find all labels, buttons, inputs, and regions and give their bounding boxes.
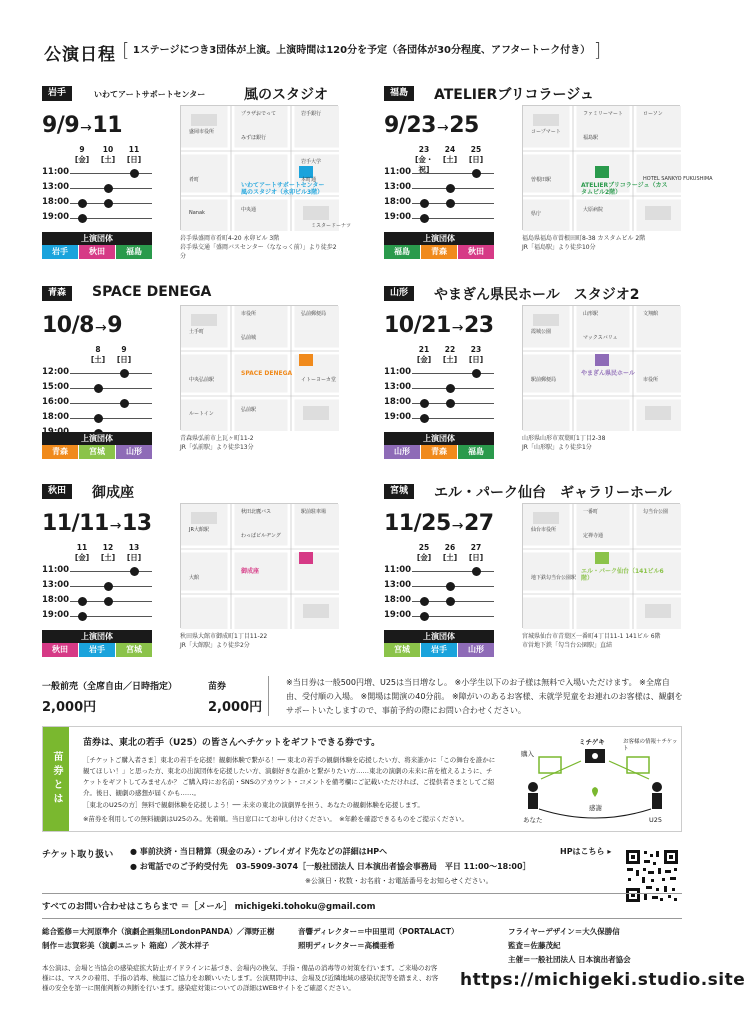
time-row: 12:00 bbox=[42, 367, 152, 382]
troupe-badge: 岩手 bbox=[421, 643, 457, 657]
time-row: 13:00 bbox=[384, 580, 494, 595]
prefecture-badge: 秋田 bbox=[42, 484, 72, 499]
map-label: コープマート bbox=[531, 129, 561, 135]
map-label: 土手町 bbox=[189, 329, 205, 335]
day-column: 13 [日] bbox=[126, 543, 142, 562]
time-row: 18:00 bbox=[384, 397, 494, 412]
prefecture-badge: 宮城 bbox=[384, 484, 414, 499]
credits-col3 bbox=[508, 925, 631, 967]
credit-line: フライヤーデザイン＝大久保勝信 bbox=[508, 927, 620, 936]
map-label: HOTEL SANKYO FUKUSHIMA bbox=[643, 176, 713, 182]
map-label: 大原病院 bbox=[583, 207, 604, 213]
qr-code[interactable] bbox=[624, 848, 680, 904]
diagram-info: お客様の情報＋チケット bbox=[623, 739, 678, 752]
venue-block bbox=[384, 86, 713, 276]
map-label: ミスタードーナツ bbox=[311, 223, 351, 229]
troupe-badge: 福島 bbox=[384, 245, 420, 259]
divider bbox=[268, 676, 269, 716]
date-range: 9/23→25 bbox=[384, 113, 479, 138]
map-label: 勾当台公園 bbox=[643, 509, 669, 515]
time-row: 18:00 bbox=[42, 412, 152, 427]
performance-dot bbox=[78, 612, 87, 621]
performance-dot bbox=[420, 612, 429, 621]
credit-line: 主催＝一般社団法人 日本演出者協会 bbox=[508, 955, 631, 964]
separator bbox=[42, 893, 682, 894]
venue-name: エル・パーク仙台 ギャラリーホール bbox=[434, 485, 672, 501]
time-row: 11:00 bbox=[384, 167, 494, 182]
credits-col2 bbox=[298, 925, 458, 953]
performance-dot bbox=[446, 384, 455, 393]
map-venue-label: エル・パーク仙台（141ビル6階） bbox=[581, 568, 664, 582]
credit-line: 音響ディレクター＝中田里司（PORTALACT） bbox=[298, 927, 459, 936]
map-label: 一番町 bbox=[583, 509, 599, 515]
time-row: 19:00 bbox=[42, 212, 152, 227]
map-label: 山形駅 bbox=[583, 311, 599, 317]
venue-map bbox=[180, 105, 351, 230]
prefecture-badge: 岩手 bbox=[42, 86, 72, 101]
diagram-u25: U25 bbox=[649, 816, 663, 824]
map-label: 市役所 bbox=[643, 377, 659, 383]
day-column: 27 [日] bbox=[468, 543, 484, 562]
performance-dot bbox=[78, 214, 87, 223]
credits-col1 bbox=[42, 925, 275, 953]
troupe-badge: 福島 bbox=[116, 245, 152, 259]
contact bbox=[42, 900, 375, 912]
day-column: 24 [土] bbox=[442, 145, 458, 164]
map-label: 岩手銀行 bbox=[301, 111, 322, 117]
gift-p2: ［東北のU25の方］無料で観劇体験を応援しよう！── 未来の東北の演劇界を担う、あなたの観劇体験を応援します。 bbox=[83, 801, 424, 809]
time-row: 13:00 bbox=[42, 580, 152, 595]
troupe-heading: 上演団体 bbox=[384, 232, 494, 245]
venue-name: 風のスタジオ bbox=[244, 87, 328, 103]
troupe-badge: 宮城 bbox=[79, 445, 115, 459]
map-label: 文翔館 bbox=[643, 311, 659, 317]
contact-email[interactable]: michigeki.tohoku@gmail.com bbox=[234, 902, 376, 912]
map-label: JR大館駅 bbox=[189, 527, 209, 533]
performance-dot bbox=[78, 199, 87, 208]
map-label: 定禅寺通 bbox=[583, 533, 604, 539]
venue-map bbox=[180, 305, 338, 430]
performance-dot bbox=[446, 199, 455, 208]
seed-price: 2,000円 bbox=[208, 700, 263, 715]
website-url[interactable]: https://michigeki.studio.site bbox=[460, 970, 745, 990]
gift-headline: 苗券は、東北の若手（U25）の皆さんへチケットをギフトできる券です。 bbox=[83, 738, 381, 748]
advance-ticket bbox=[42, 679, 177, 715]
hp-link[interactable]: HPはこちら ▸ bbox=[560, 847, 612, 856]
performance-dot bbox=[120, 369, 129, 378]
troupe-badge: 青森 bbox=[421, 245, 457, 259]
performance-dot bbox=[472, 567, 481, 576]
day-column: 8 [土] bbox=[90, 345, 106, 364]
troupe-heading: 上演団体 bbox=[42, 232, 152, 245]
map-label: 弘前城 bbox=[241, 335, 257, 341]
map-label: 大館 bbox=[189, 575, 200, 581]
day-column: 26 [土] bbox=[442, 543, 458, 562]
venue-name: やまぎん県民ホール スタジオ2 bbox=[434, 287, 640, 303]
gift-side-label: 苗券とは bbox=[43, 727, 69, 831]
time-row: 11:00 bbox=[384, 367, 494, 382]
prefecture-badge: 青森 bbox=[42, 286, 72, 301]
venue-map bbox=[522, 305, 680, 430]
troupe-badge: 岩手 bbox=[42, 245, 78, 259]
performance-dot bbox=[104, 199, 113, 208]
venue-address: 宮城県仙台市青葉区一番町4丁目11-1 141ビル 6階 市営地下鉄「勾当台公園駅」直結 bbox=[522, 633, 661, 649]
time-row: 15:00 bbox=[42, 382, 152, 397]
day-column: 23 [日] bbox=[468, 345, 484, 364]
performance-dot bbox=[472, 169, 481, 178]
performance-dot bbox=[130, 567, 139, 576]
map-label: 秋田北鷹バス bbox=[241, 509, 272, 515]
day-column: 22 [土] bbox=[442, 345, 458, 364]
venue-subtitle: いわてアートサポートセンター bbox=[94, 90, 206, 99]
ticket-sales-label: チケット取り扱い bbox=[42, 850, 114, 860]
venue-block bbox=[384, 484, 679, 674]
time-row: 19:00 bbox=[384, 212, 494, 227]
contact-label: すべてのお問い合わせはこちらまで ＝［メール］ bbox=[42, 902, 232, 912]
troupe-badge: 山形 bbox=[116, 445, 152, 459]
map-label: 中央弘前駅 bbox=[189, 377, 215, 383]
venue-map bbox=[522, 503, 680, 628]
map-label: ファミリーマート bbox=[583, 111, 623, 117]
time-row: 18:00 bbox=[42, 595, 152, 610]
time-row: 11:00 bbox=[42, 565, 152, 580]
performance-dot bbox=[120, 399, 129, 408]
performance-dot bbox=[104, 582, 113, 591]
map-label: みずほ銀行 bbox=[241, 135, 267, 141]
map-label: 福島駅 bbox=[583, 135, 599, 141]
performance-dot bbox=[446, 184, 455, 193]
venue-block bbox=[42, 86, 351, 276]
troupe-badge: 宮城 bbox=[116, 643, 152, 657]
performance-dot bbox=[78, 597, 87, 606]
time-row: 19:00 bbox=[384, 412, 494, 427]
performance-dot bbox=[94, 414, 103, 423]
venue-address: 福島県福島市曽根田町8-38 カスタムビル 2階 JR「福島駅」より徒歩10分 bbox=[522, 235, 646, 251]
day-column: 11 [日] bbox=[126, 145, 142, 164]
venue-map bbox=[522, 105, 713, 230]
map-venue-label: やまぎん県民ホール bbox=[581, 370, 635, 377]
diagram-thanks: 感謝 bbox=[589, 804, 602, 812]
map-label: 肴町 bbox=[189, 177, 200, 183]
map-label: 弘前郵便局 bbox=[301, 311, 327, 317]
time-row: 19:00 bbox=[42, 610, 152, 625]
venue-address: 山形県山形市双葉町1丁目2-38 JR「山形駅」より徒歩1分 bbox=[522, 435, 606, 451]
credit-line: 制作＝志賀彩美（演劇ユニット 箱庭）／茨木祥子 bbox=[42, 941, 210, 950]
prefecture-badge: 福島 bbox=[384, 86, 414, 101]
venue-name: 御成座 bbox=[92, 485, 134, 501]
advance-price: 2,000円 bbox=[42, 700, 97, 715]
troupe-badge: 青森 bbox=[421, 445, 457, 459]
time-row: 16:00 bbox=[42, 397, 152, 412]
troupe-heading: 上演団体 bbox=[384, 630, 494, 643]
map-venue-label: 御成座 bbox=[241, 568, 260, 575]
day-column: 12 [土] bbox=[100, 543, 116, 562]
map-venue-label: いわてアートサポートセンター 風のスタジオ（永卯ビル3階） bbox=[241, 182, 325, 196]
credit-line: 総合監修＝大河原準介（演劇企画集団LondonPANDA）／澤野正樹 bbox=[42, 927, 275, 936]
prefecture-badge: 山形 bbox=[384, 286, 414, 301]
performance-dot bbox=[420, 199, 429, 208]
day-column: 9 [日] bbox=[116, 345, 132, 364]
gift-section bbox=[42, 726, 682, 832]
time-row: 13:00 bbox=[384, 382, 494, 397]
date-range: 9/9→11 bbox=[42, 113, 123, 138]
troupe-heading: 上演団体 bbox=[42, 432, 152, 445]
map-label: 市役所 bbox=[241, 311, 257, 317]
day-column: 11 [金] bbox=[74, 543, 90, 562]
troupe-badge: 秋田 bbox=[458, 245, 494, 259]
venue-address: 秋田県大館市御成町1丁目11-22 JR「大館駅」より徒歩2分 bbox=[180, 633, 268, 649]
troupe-badge: 岩手 bbox=[79, 643, 115, 657]
gift-p3: ※苗券を利用しての無料観劇はU25のみ。先着順。当日窓口にてお申し付けください。 ※年齢を確認できるものをご提示ください。 bbox=[83, 815, 469, 823]
performance-dot bbox=[446, 597, 455, 606]
map-venue-label: ATELIERブリコラージュ（カスタムビル2階） bbox=[581, 182, 668, 196]
map-label: 盛岡市役所 bbox=[189, 129, 215, 135]
seed-ticket bbox=[208, 679, 262, 715]
map-label: 弘前駅 bbox=[241, 407, 257, 413]
map-label: 駅前駐車場 bbox=[301, 509, 327, 515]
performance-dot bbox=[446, 399, 455, 408]
day-column: 21 [金] bbox=[416, 345, 432, 364]
performance-dot bbox=[446, 582, 455, 591]
venue-block bbox=[384, 286, 679, 476]
time-row: 18:00 bbox=[42, 197, 152, 212]
performance-dot bbox=[472, 369, 481, 378]
venue-block bbox=[42, 484, 337, 674]
venue-name: SPACE DENEGA bbox=[92, 284, 212, 300]
credit-line: 監査＝佐藤茂紀 bbox=[508, 941, 561, 950]
time-row: 13:00 bbox=[42, 182, 152, 197]
map-label: プラザおでって bbox=[241, 111, 276, 117]
day-column: 25 [日] bbox=[468, 145, 484, 164]
venue-address: 青森県弘前市上瓦ヶ町11-2 JR「弘前駅」より徒歩13分 bbox=[180, 435, 254, 451]
venue-block bbox=[42, 286, 337, 476]
date-range: 10/8→9 bbox=[42, 313, 123, 338]
map-label: イトーヨーカ堂 bbox=[301, 377, 336, 383]
advance-label: 一般前売（全席自由／日時指定） bbox=[42, 682, 178, 692]
time-row: 19:00 bbox=[384, 610, 494, 625]
time-row: 11:00 bbox=[384, 565, 494, 580]
performance-dot bbox=[420, 214, 429, 223]
venue-address: 岩手県盛岡市肴町4-20 永卯ビル 3階 岩手県交通「盛岡バスセンター（ななっく前）」より徒歩2分 bbox=[180, 235, 337, 260]
gift-diagram bbox=[511, 735, 679, 831]
time-row: 11:00 bbox=[42, 167, 152, 182]
map-label: わっぱビルヂング bbox=[241, 533, 281, 539]
map-label: 中央通 bbox=[241, 207, 257, 213]
troupe-badge: 青森 bbox=[42, 445, 78, 459]
map-label: 岩手大学 bbox=[301, 159, 322, 165]
diagram-you: あなた bbox=[523, 816, 543, 824]
troupe-badge: 宮城 bbox=[384, 643, 420, 657]
performance-dot bbox=[420, 414, 429, 423]
performance-dot bbox=[130, 169, 139, 178]
time-row: 18:00 bbox=[384, 595, 494, 610]
map-label: 地下鉄勾当台公園駅 bbox=[531, 575, 577, 581]
troupe-badge: 秋田 bbox=[79, 245, 115, 259]
map-label: ルートイン bbox=[189, 411, 214, 417]
venue-map bbox=[180, 503, 338, 628]
ticket-sales-line1: ● 事前決済・当日精算（現金のみ）・プレイガイド先などの詳細はHPへ bbox=[130, 847, 388, 856]
day-column: 10 [土] bbox=[100, 145, 116, 164]
performance-dot bbox=[420, 399, 429, 408]
map-label: Nanak bbox=[189, 210, 205, 216]
performance-dot bbox=[420, 597, 429, 606]
day-column: 25 [金] bbox=[416, 543, 432, 562]
map-label: 仙台市役所 bbox=[531, 527, 557, 533]
ticket-notes: ※当日券は一般500円増、U25は当日増なし。 ※小学生以下のお子様は無料で入場いただけます。 ※全席自由、受付順の入場。 ※開場は開演の40分前。 ※障がいのあるお客様、未就学児童をお連れのお客様は、観劇をサポートいたしますので、事前予約の際にお問い合わせください。 bbox=[286, 678, 683, 715]
performance-dot bbox=[104, 184, 113, 193]
map-label: 駅前郵便局 bbox=[531, 377, 557, 383]
map-label: マックスバリュ bbox=[583, 335, 618, 341]
time-row: 18:00 bbox=[384, 197, 494, 212]
covid-notice: 本公演は、会場と当協会の感染症拡大防止ガイドラインに基づき、会場内の換気、手指・備品の消毒等の対策を行います。ご来場のお客様には、マスクの着用、手指の消毒、検温にご協力をお願いいたします。公演期間中は、会場及び近隣地域の感染状況等を踏まえ、お客様の安全を第一に開催判断の判断を行います。感染症対策についての詳細はWEBサイトをご確認ください。 bbox=[42, 964, 439, 992]
map-label: 曽根田駅 bbox=[531, 177, 552, 183]
map-label: 県庁 bbox=[531, 211, 542, 217]
venue-name: ATELIERブリコラージュ bbox=[434, 87, 594, 103]
ticket-sales-line3: ※公演日・枚数・お名前・お電話番号をお知らせください。 bbox=[305, 877, 493, 885]
page-title: 公演日程 bbox=[44, 45, 116, 65]
troupe-badge: 秋田 bbox=[42, 643, 78, 657]
diagram-buy: 購入 bbox=[521, 750, 534, 758]
credit-line: 照明ディレクター＝高橋亜希 bbox=[298, 941, 395, 950]
troupe-badge: 山形 bbox=[384, 445, 420, 459]
schedule-note: [ 1ステージにつき3団体が上演。上演時間は120分を予定（各団体が30分程度、アフタートーク付き） ] bbox=[122, 39, 602, 61]
performance-dot bbox=[104, 597, 113, 606]
seed-label: 苗券 bbox=[208, 682, 227, 692]
gift-p1: ［チケットご購入者さま］東北の若手を応援！観劇体験で繋がる！── 東北の若手の観劇体験を応援したい方、将来誰かに「この舞台を誰かに観てほしい！」と思った方、東北の出演団体を応援したい方、演劇好きな誰かと繋がりたい方……東北の演劇の未来に苗を植えるように、チケットをギフトしてみませんか？ ご購入時にお名前・SNSのアカウント・コメントを備考欄にご記載いただければ、ご提供者さまとしてご紹介。後日、観劇の感想が届くかも……。 bbox=[83, 756, 496, 797]
performance-dot bbox=[94, 384, 103, 393]
map-label: ローソン bbox=[643, 111, 663, 117]
troupe-heading: 上演団体 bbox=[42, 630, 152, 643]
day-column: 9 [金] bbox=[74, 145, 90, 164]
date-range: 11/11→13 bbox=[42, 511, 152, 536]
map-label: 本町通 bbox=[301, 177, 317, 183]
troupe-badge: 山形 bbox=[458, 643, 494, 657]
troupe-heading: 上演団体 bbox=[384, 432, 494, 445]
diagram-center: ミチゲキ bbox=[579, 738, 605, 746]
date-range: 10/21→23 bbox=[384, 313, 494, 338]
date-range: 11/25→27 bbox=[384, 511, 494, 536]
day-column: 23 [金・祝] bbox=[415, 145, 434, 174]
time-row: 13:00 bbox=[384, 182, 494, 197]
ticket-sales-line2: ● お電話でのご予約受付先 03-5909-3074［一般社団法人 日本演出者協会事務局 平日 11:00〜18:00］ bbox=[130, 862, 531, 871]
separator bbox=[42, 918, 682, 919]
troupe-badge: 福島 bbox=[458, 445, 494, 459]
map-venue-label: SPACE DENEGA bbox=[241, 370, 293, 377]
map-label: 霞城公園 bbox=[531, 329, 552, 335]
